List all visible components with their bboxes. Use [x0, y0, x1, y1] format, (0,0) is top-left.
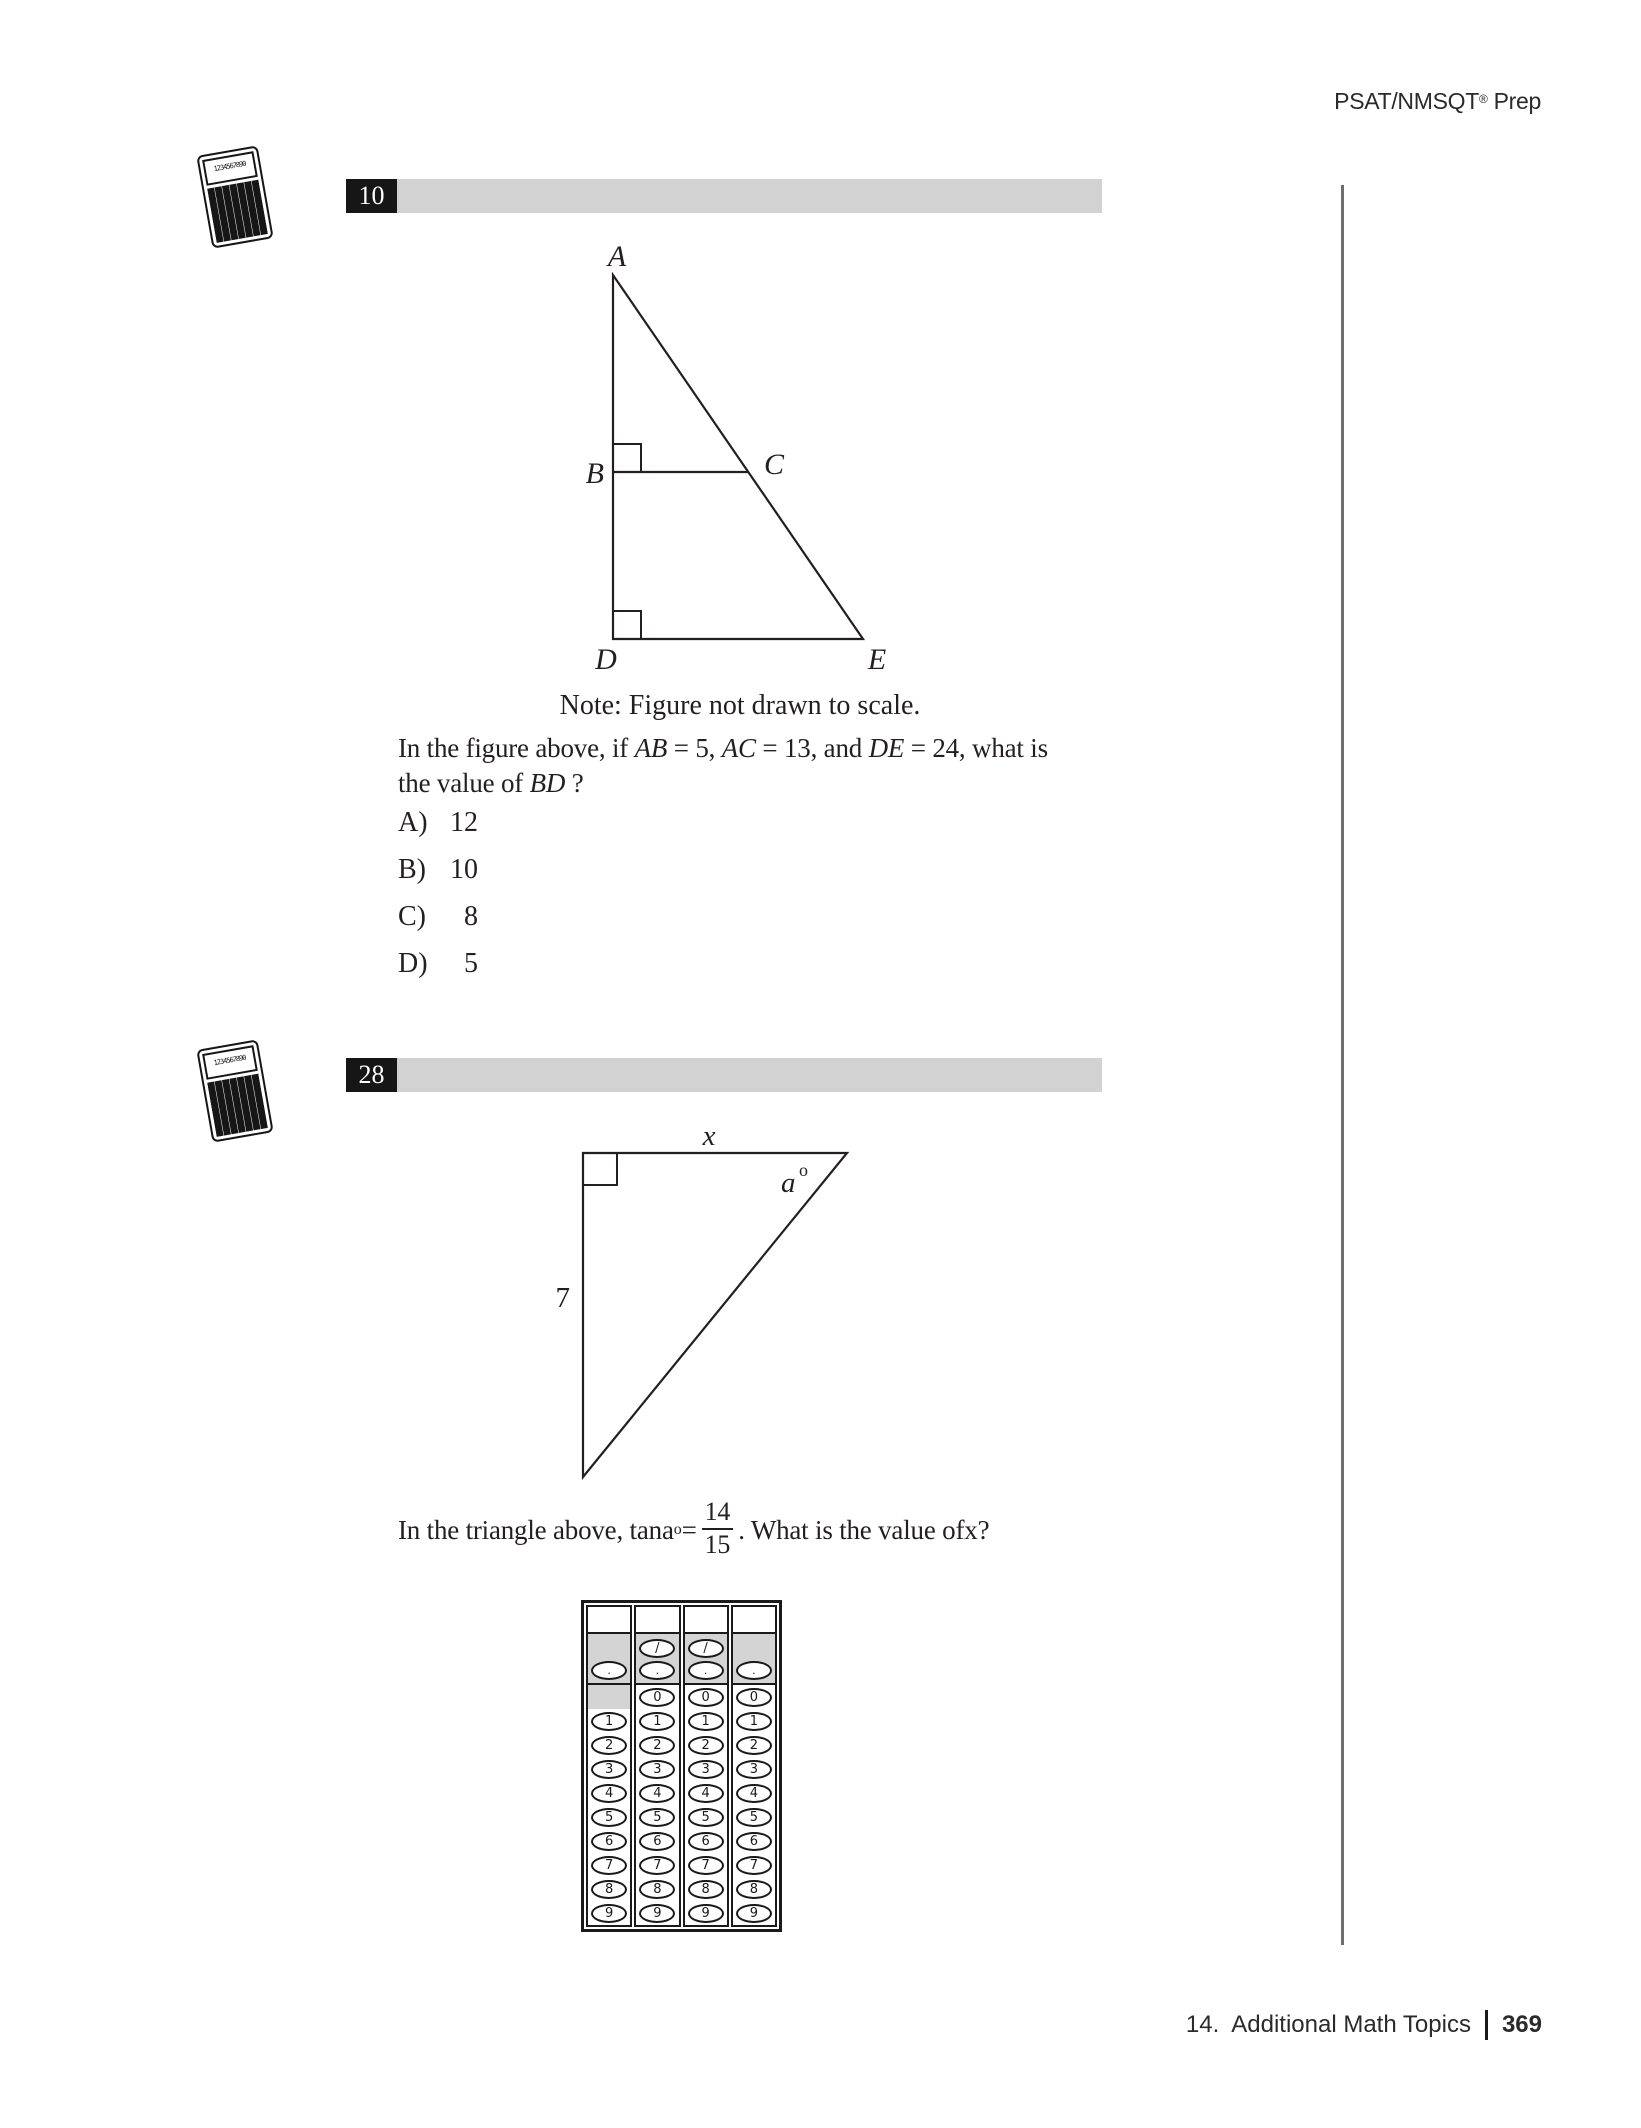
- page-footer: [1186, 2010, 1542, 2040]
- column-divider-rule: [1341, 185, 1344, 1945]
- right-angle-marker: [583, 1153, 617, 1185]
- gridin-bubble-slash[interactable]: /: [688, 1639, 724, 1658]
- var-de: DE: [868, 733, 905, 763]
- figure-right-triangle: [530, 1118, 890, 1490]
- question-10-number: 10: [346, 179, 397, 213]
- text-run: = 24, what is: [904, 733, 1048, 763]
- side-label-7: 7: [555, 1282, 570, 1314]
- brand-text: PSAT/NMSQT: [1334, 88, 1479, 114]
- gridin-bubble-8[interactable]: 8: [736, 1880, 772, 1899]
- gridin-bubble-4[interactable]: 4: [688, 1784, 724, 1803]
- gridin-bubble-slash[interactable]: /: [639, 1639, 675, 1658]
- gridin-bubble-4[interactable]: 4: [639, 1784, 675, 1803]
- gridin-symbol-zone: [733, 1634, 775, 1685]
- calculator-screen: 1234567890: [202, 151, 258, 186]
- gridin-bubble-3[interactable]: 3: [591, 1760, 627, 1779]
- var-ac: AC: [721, 733, 756, 763]
- text-run: the value of: [398, 768, 530, 798]
- gridin-write-box[interactable]: [588, 1607, 630, 1634]
- calculator-icon: [196, 1039, 273, 1142]
- choice-d-letter: D): [398, 948, 428, 979]
- gridin-bubble-2[interactable]: 2: [591, 1736, 627, 1755]
- degree-mark: o: [673, 1521, 682, 1538]
- gridin-bubble-7[interactable]: 7: [591, 1856, 627, 1875]
- gridin-bubble-9[interactable]: 9: [736, 1904, 772, 1923]
- fraction-numerator: 14: [702, 1498, 734, 1530]
- gridin-bubble-9[interactable]: 9: [591, 1904, 627, 1923]
- gridin-write-box[interactable]: [636, 1607, 678, 1634]
- calculator-icon: [196, 145, 273, 248]
- registered-mark: ®: [1478, 92, 1488, 106]
- gridin-bubble-dot[interactable]: .: [688, 1661, 724, 1680]
- gridin-digit-zone: [588, 1685, 630, 1925]
- choice-d-value: 5: [464, 948, 478, 979]
- gridin-blank-cell: [588, 1685, 630, 1709]
- gridin-digit-zone: [733, 1685, 775, 1925]
- calculator-keys: [207, 1074, 268, 1137]
- choice-c[interactable]: [398, 900, 478, 934]
- var-ab: AB: [634, 733, 668, 763]
- var-x: x: [964, 1514, 978, 1545]
- gridin-bubble-2[interactable]: 2: [639, 1736, 675, 1755]
- gridin-bubble-6[interactable]: 6: [639, 1832, 675, 1851]
- var-a: a: [661, 1514, 674, 1545]
- gridin-digit-zone: [685, 1685, 727, 1925]
- text-run: =: [681, 1514, 697, 1545]
- gridin-bubble-6[interactable]: 6: [591, 1832, 627, 1851]
- gridin-write-box[interactable]: [733, 1607, 775, 1634]
- gridin-bubble-9[interactable]: 9: [639, 1904, 675, 1923]
- gridin-bubble-dot[interactable]: .: [639, 1661, 675, 1680]
- gridin-bubble-7[interactable]: 7: [639, 1856, 675, 1875]
- question-28-bar: [346, 1058, 1102, 1092]
- gridin-write-box[interactable]: [685, 1607, 727, 1634]
- fraction-14-15: [702, 1498, 734, 1559]
- gridin-bubble-1[interactable]: 1: [736, 1712, 772, 1731]
- gridin-bubble-0[interactable]: 0: [688, 1688, 724, 1707]
- chapter-number: 14.: [1185, 2011, 1220, 2038]
- fraction-denominator: 15: [704, 1530, 731, 1559]
- question-10-bar: [346, 179, 1102, 213]
- gridin-bubble-5[interactable]: 5: [688, 1808, 724, 1827]
- gridin-symbol-zone: [685, 1634, 727, 1685]
- gridin-column-2: [634, 1605, 680, 1927]
- question-28-text: [398, 1482, 989, 1578]
- figure-triangle-ade: [540, 228, 920, 680]
- gridin-bubble-dot[interactable]: .: [736, 1661, 772, 1680]
- gridin-bubble-5[interactable]: 5: [736, 1808, 772, 1827]
- var-bd: BD: [529, 768, 566, 798]
- gridin-bubble-8[interactable]: 8: [688, 1880, 724, 1899]
- gridin-bubble-1[interactable]: 1: [591, 1712, 627, 1731]
- choice-b[interactable]: [398, 853, 478, 887]
- choice-b-value: 10: [450, 854, 478, 885]
- page-number: 369: [1501, 2011, 1542, 2038]
- gridin-digit-zone: [636, 1685, 678, 1925]
- text-run: In the triangle above, tan: [398, 1514, 662, 1545]
- gridin-bubble-6[interactable]: 6: [736, 1832, 772, 1851]
- text-run: In the figure above, if: [398, 733, 635, 763]
- brand-suffix: Prep: [1487, 88, 1541, 114]
- gridin-bubble-3[interactable]: 3: [639, 1760, 675, 1779]
- gridin-bubble-1[interactable]: 1: [639, 1712, 675, 1731]
- vertex-label-e: E: [867, 643, 887, 676]
- gridin-bubble-2[interactable]: 2: [688, 1736, 724, 1755]
- gridin-column-4: [731, 1605, 777, 1927]
- gridin-bubble-3[interactable]: 3: [688, 1760, 724, 1779]
- choice-c-letter: C): [398, 901, 426, 932]
- gridin-bubble-6[interactable]: 6: [688, 1832, 724, 1851]
- gridin-symbol-zone: [636, 1634, 678, 1685]
- text-run: = 5,: [667, 733, 722, 763]
- vertex-label-a: A: [607, 240, 627, 273]
- vertex-label-d: D: [595, 643, 617, 676]
- vertex-label-b: B: [585, 457, 604, 490]
- gridin-column-3: [683, 1605, 729, 1927]
- gridin-bubble-5[interactable]: 5: [639, 1808, 675, 1827]
- gridin-symbol-zone: [588, 1634, 630, 1685]
- side-label-x: x: [702, 1120, 716, 1152]
- answer-choices: [398, 806, 478, 994]
- choice-a[interactable]: [398, 806, 478, 840]
- calculator-keys: [207, 180, 268, 243]
- choice-a-value: 12: [450, 807, 478, 838]
- text-run: = 13, and: [755, 733, 869, 763]
- gridin-column-1: [586, 1605, 632, 1927]
- right-angle-marker-d: [613, 611, 641, 639]
- gridin-bubble-0[interactable]: 0: [736, 1688, 772, 1707]
- choice-a-letter: A): [398, 807, 428, 838]
- gridin-bubble-5[interactable]: 5: [591, 1808, 627, 1827]
- choice-c-value: 8: [464, 901, 478, 932]
- choice-d[interactable]: [398, 947, 478, 981]
- gridin-bubble-9[interactable]: 9: [688, 1904, 724, 1923]
- gridin-bubble-7[interactable]: 7: [736, 1856, 772, 1875]
- gridin-bubble-7[interactable]: 7: [688, 1856, 724, 1875]
- gridin-bubble-2[interactable]: 2: [736, 1736, 772, 1755]
- angle-degree-mark: o: [799, 1160, 808, 1180]
- question-10-line1: [398, 731, 1138, 766]
- gridin-bubble-1[interactable]: 1: [688, 1712, 724, 1731]
- triangle-outline: [613, 275, 863, 639]
- calculator-face: [199, 1042, 272, 1141]
- gridin-bubble-4[interactable]: 4: [736, 1784, 772, 1803]
- gridin-bubble-3[interactable]: 3: [736, 1760, 772, 1779]
- question-28-number: 28: [346, 1058, 397, 1092]
- question-10-line2: [398, 766, 1138, 801]
- text-run: . What is the value of: [738, 1514, 965, 1545]
- footer-divider: [1485, 2010, 1488, 2040]
- gridin-bubble-0[interactable]: 0: [639, 1688, 675, 1707]
- text-run: ?: [977, 1514, 990, 1545]
- page-header: [1334, 88, 1541, 115]
- angle-label-a: a: [781, 1167, 796, 1199]
- gridin-bubble-8[interactable]: 8: [591, 1880, 627, 1899]
- gridin-bubble-dot[interactable]: .: [591, 1661, 627, 1680]
- triangle-outline: [583, 1153, 847, 1477]
- figure-note: Note: Figure not drawn to scale.: [559, 690, 921, 721]
- question-10-text: [398, 731, 1138, 801]
- chapter-title: Additional Math Topics: [1231, 2011, 1471, 2038]
- vertex-label-c: C: [764, 448, 785, 481]
- right-angle-marker-b: [613, 444, 641, 472]
- text-run: ?: [565, 768, 584, 798]
- grid-in-answer-grid: [581, 1600, 782, 1932]
- calculator-face: [199, 148, 272, 247]
- gridin-bubble-8[interactable]: 8: [639, 1880, 675, 1899]
- calculator-screen: 1234567890: [202, 1045, 258, 1080]
- choice-b-letter: B): [398, 854, 426, 885]
- gridin-bubble-4[interactable]: 4: [591, 1784, 627, 1803]
